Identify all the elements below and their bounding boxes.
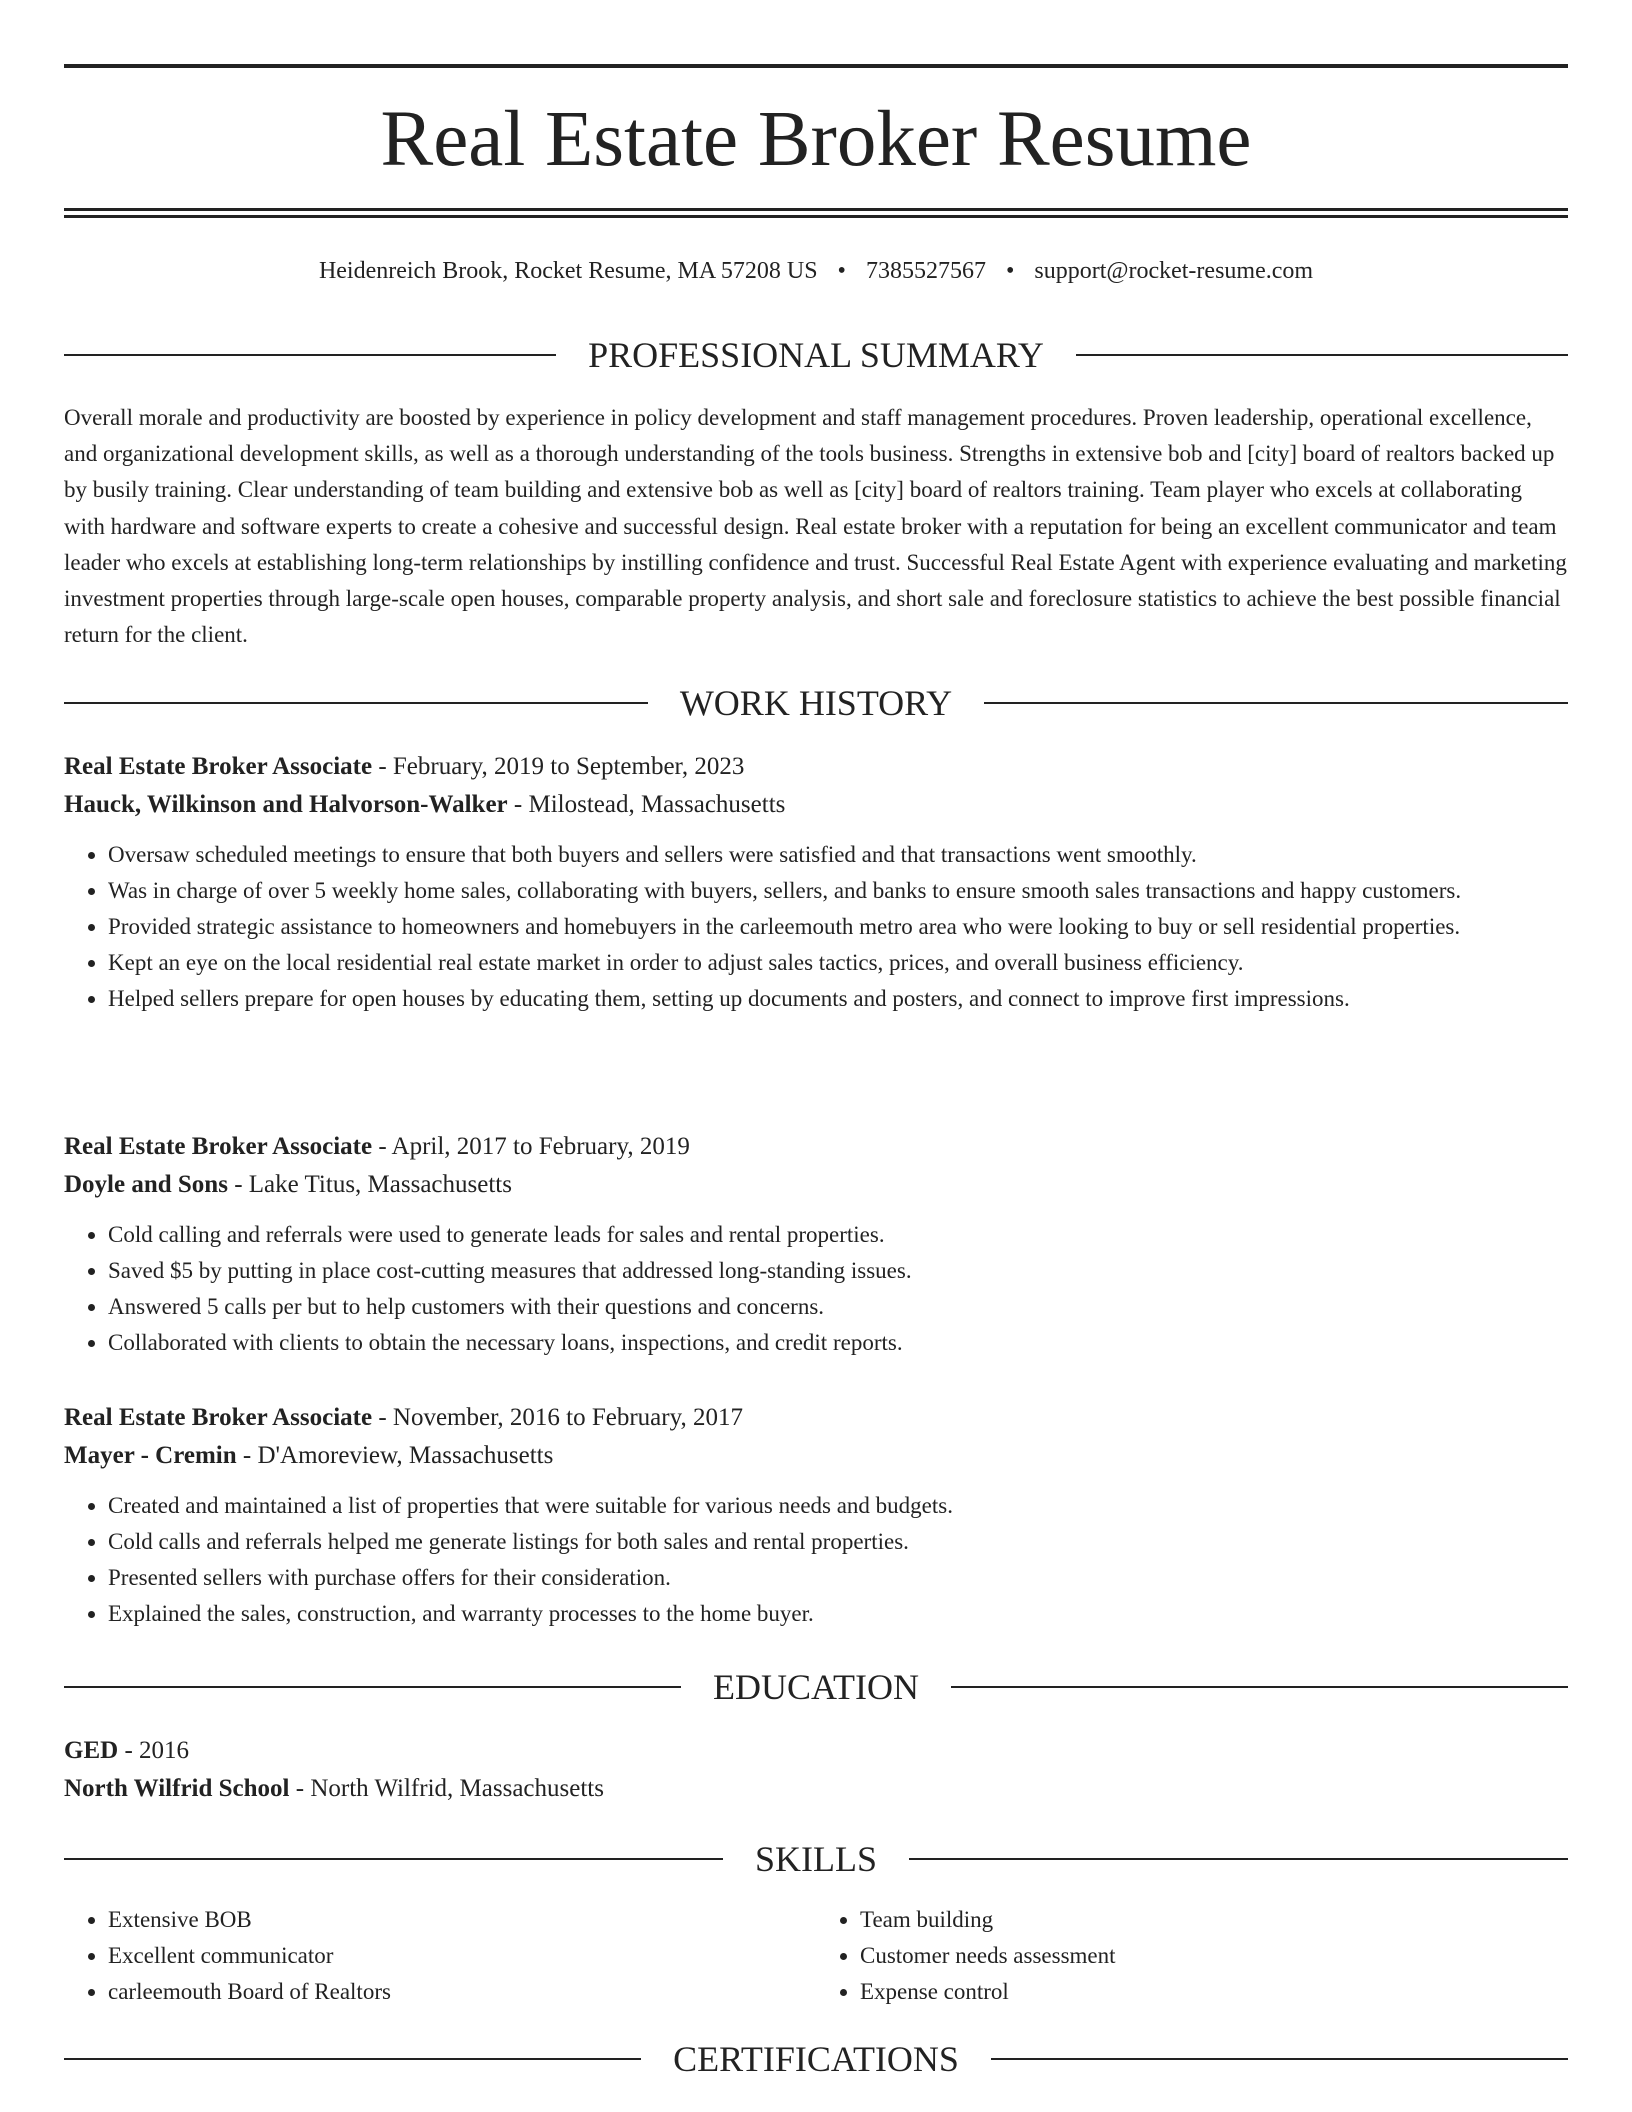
section-rule-right xyxy=(984,702,1568,704)
list-item: • Explained the sales, construction, and warranty processes to the home buyer. xyxy=(108,1596,1568,1632)
job-location: - Milostead, Massachusetts xyxy=(507,791,786,818)
list-item: • Was in charge of over 5 weekly home sales, collaborating with buyers, sellers, and banks to ensure smooth sales transactions and happy customers. xyxy=(108,873,1568,909)
job-dates: - April, 2017 to February, 2019 xyxy=(372,1133,690,1160)
section-title: CERTIFICATIONS xyxy=(673,2039,959,2079)
section-header-education xyxy=(64,1665,1568,1709)
job-dates: - February, 2019 to September, 2023 xyxy=(372,753,745,780)
list-item: • carleemouth Board of Realtors xyxy=(108,1974,816,2010)
contact-address: Heidenreich Brook, Rocket Resume, MA 57208 US xyxy=(318,258,818,284)
job-company: Hauck, Wilkinson and Halvorson-Walker xyxy=(64,791,508,818)
contact-phone: 7385527567 xyxy=(865,258,986,284)
job-title-line xyxy=(64,1128,1568,1166)
contact-email: support@rocket-resume.com xyxy=(1034,258,1314,284)
list-item: • Created and maintained a list of properties that were suitable for various needs and budgets. xyxy=(108,1488,1568,1524)
job-entry xyxy=(64,748,1568,1017)
education-school: North Wilfrid School xyxy=(64,1775,290,1802)
education-degree-line xyxy=(64,1732,1568,1770)
list-item: • Cold calls and referrals helped me generate listings for both sales and rental properties. xyxy=(108,1524,1568,1560)
job-company: Doyle and Sons xyxy=(64,1171,228,1198)
job-bullets xyxy=(64,1488,1568,1632)
list-item: • Kept an eye on the local residential real estate market in order to adjust sales tactics, prices, and overall business efficiency. xyxy=(108,945,1568,981)
education-entry xyxy=(64,1732,1568,1808)
job-company-line xyxy=(64,1166,1568,1204)
job-title-line xyxy=(64,748,1568,786)
section-title: PROFESSIONAL SUMMARY xyxy=(588,335,1044,375)
section-rule-left xyxy=(64,702,648,704)
job-location: - Lake Titus, Massachusetts xyxy=(227,1171,512,1198)
job-dates: - November, 2016 to February, 2017 xyxy=(372,1404,743,1431)
section-header-work xyxy=(64,681,1568,725)
contact-separator: • xyxy=(837,258,846,284)
section-rule-right xyxy=(909,1858,1568,1860)
job-bullets xyxy=(64,837,1568,1017)
list-item: • Excellent communicator xyxy=(108,1938,816,1974)
education-year: - 2016 xyxy=(118,1737,190,1764)
job-title: Real Estate Broker Associate xyxy=(64,753,373,780)
job-entry xyxy=(64,1399,1568,1632)
education-school-line xyxy=(64,1770,1568,1808)
job-company-line xyxy=(64,786,1568,824)
skills-column-left xyxy=(64,1902,816,2010)
skills-column-right xyxy=(816,1902,1568,2010)
section-rule-left xyxy=(64,1858,723,1860)
list-item: • Extensive BOB xyxy=(108,1902,816,1938)
list-item: • Team building xyxy=(860,1902,1568,1938)
list-item: • Provided strategic assistance to homeowners and homebuyers in the carleemouth metro area who were looking to buy or sell residential properties. xyxy=(108,909,1568,945)
section-rule-right xyxy=(1076,354,1568,356)
section-title: EDUCATION xyxy=(713,1667,919,1707)
section-rule-right xyxy=(991,2058,1568,2060)
job-title: Real Estate Broker Associate xyxy=(64,1133,373,1160)
list-item: • Answered 5 calls per but to help customers with their questions and concerns. xyxy=(108,1289,1568,1325)
section-title: WORK HISTORY xyxy=(679,683,953,723)
title-rule-upper xyxy=(64,208,1568,211)
title-rule-lower xyxy=(64,215,1568,218)
section-header-summary xyxy=(64,333,1568,377)
list-item: • Expense control xyxy=(860,1974,1568,2010)
section-rule-left xyxy=(64,1686,681,1688)
list-item: • Helped sellers prepare for open houses by educating them, setting up documents and posters, and connect to improve first impressions. xyxy=(108,981,1568,1017)
section-header-certifications xyxy=(64,2037,1568,2081)
summary-text: Overall morale and productivity are boosted by experience in policy development and staff management procedures. Proven leadership, operational excellence, and organizational development skills, as well as a thorough understanding of the tools business. Strengths in extensive bob and [city] board of realtors backed up by busily training. Clear understanding of team building and extensive bob as well as [city] board of realtors training. Team player who excels at collaborating with hardware and software experts to create a cohesive and successful design. Real estate broker with a reputation for being an excellent communicator and team leader who excels at establishing long-term relationships by instilling confidence and trust. Successful Real Estate Agent with experience evaluating and marketing investment properties through large-scale open houses, comparable property analysis, and short sale and foreclosure statistics to achieve the best possible financial return for the client. xyxy=(64,405,1567,648)
list-item: • Collaborated with clients to obtain the necessary loans, inspections, and credit reports. xyxy=(108,1325,1568,1361)
job-title: Real Estate Broker Associate xyxy=(64,1404,373,1431)
job-company: Mayer - Cremin xyxy=(64,1442,237,1469)
top-rule xyxy=(64,64,1568,68)
resume-title: Real Estate Broker Resume xyxy=(380,96,1252,183)
contact-separator: • xyxy=(1005,258,1015,284)
list-item: • Oversaw scheduled meetings to ensure that both buyers and sellers were satisfied and that transactions went smoothly. xyxy=(108,837,1568,873)
list-item: • Saved $5 by putting in place cost-cutting measures that addressed long-standing issues. xyxy=(108,1253,1568,1289)
section-header-skills xyxy=(64,1837,1568,1881)
job-entry xyxy=(64,1128,1568,1361)
section-title: SKILLS xyxy=(755,1839,878,1879)
section-rule-right xyxy=(951,1686,1568,1688)
job-location: - D'Amoreview, Massachusetts xyxy=(236,1442,554,1469)
list-item: • Cold calling and referrals were used to generate leads for sales and rental properties. xyxy=(108,1217,1568,1253)
skills-list xyxy=(64,1902,1568,2010)
list-item: • Presented sellers with purchase offers for their consideration. xyxy=(108,1560,1568,1596)
education-degree: GED xyxy=(64,1737,119,1764)
list-item: • Customer needs assessment xyxy=(860,1938,1568,1974)
section-rule-left xyxy=(64,354,556,356)
job-company-line xyxy=(64,1437,1568,1475)
education-location: - North Wilfrid, Massachusetts xyxy=(289,1775,604,1802)
section-rule-left xyxy=(64,2058,641,2060)
job-title-line xyxy=(64,1399,1568,1437)
contact-line xyxy=(64,253,1568,289)
job-bullets xyxy=(64,1217,1568,1361)
